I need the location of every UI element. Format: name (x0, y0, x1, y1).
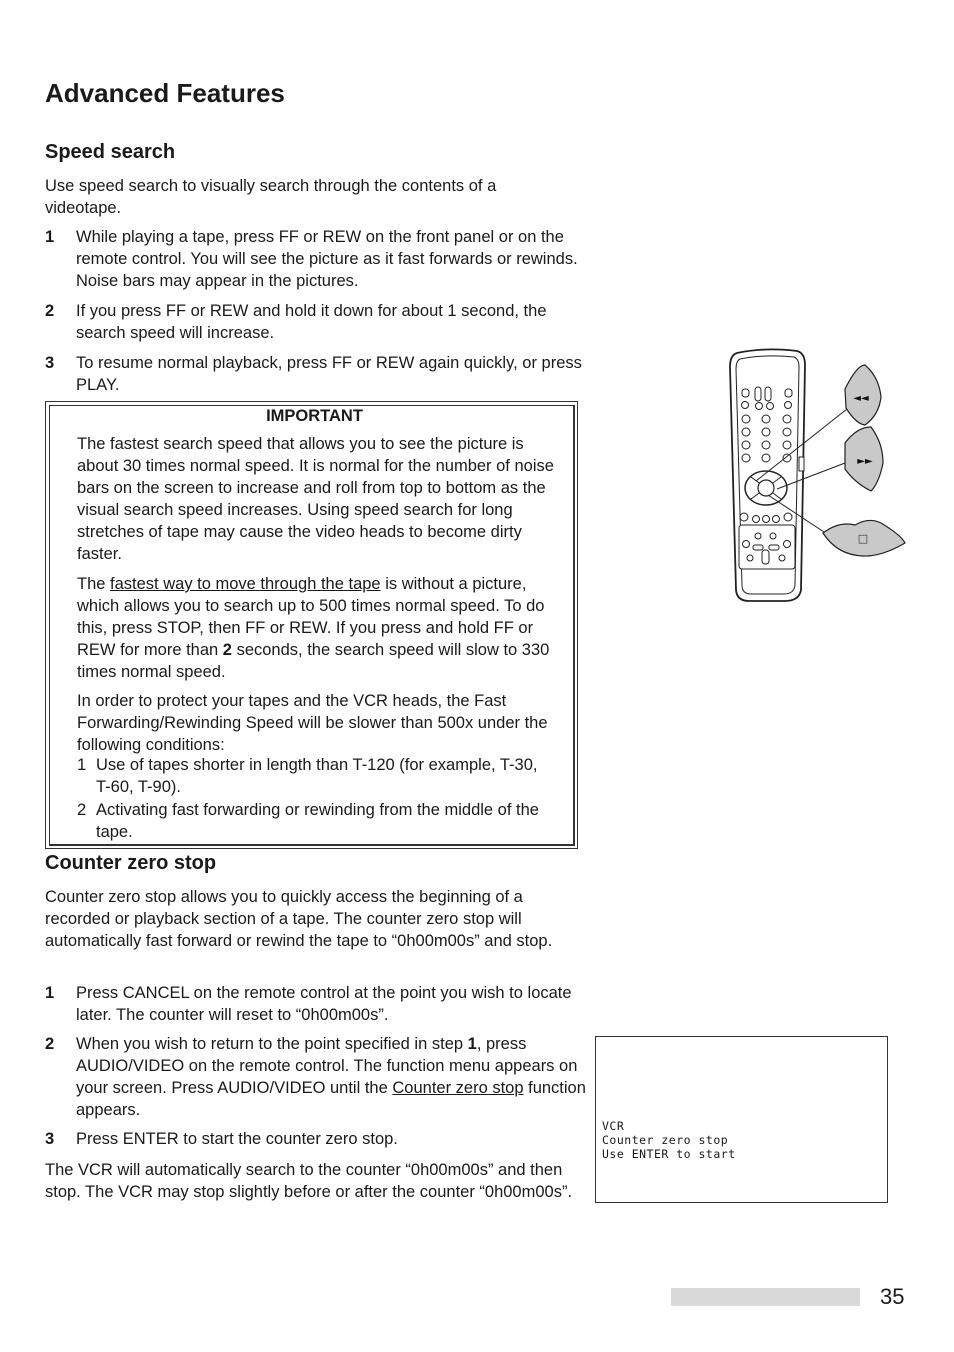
condition-text: Activating fast forwarding or rewinding from the middle of the tape. (96, 801, 539, 841)
fast-forward-callout (845, 427, 883, 491)
section-heading-counter-zero-stop: Counter zero stop (45, 852, 217, 874)
step-text: Press CANCEL on the remote control at the point you wish to locate later. The counter will reset to “0h00m00s”. (76, 984, 572, 1024)
step-text: Press ENTER to start the counter zero stop. (76, 1130, 398, 1148)
important-paragraph-1: The fastest search speed that allows you to see the picture is about 30 times normal speed. It is normal for the number of noise bars on the screen to increase and roll from top to bottom as the visual search speed increases. Using speed search for long stretches of tape may cause the video heads to become dirty faster. (77, 435, 554, 563)
page-number: 35 (880, 1284, 905, 1309)
step-text: While playing a tape, press FF or REW on the front panel or on the remote control. You will see the picture as it fast forwards or rewinds. Noise bars may appear in the pictures. (76, 228, 578, 290)
bold-number: 1 (467, 1035, 477, 1053)
step-text (76, 1033, 586, 1121)
text-span: is without a picture, which allows you to search up to 500 times normal speed. To do this, press STOP, then FF or REW. If you press and hold FF or REW for more than (77, 575, 545, 659)
text-span: , press AUDIO/VIDEO on the remote control. The function menu appears on your screen. Press AUDIO/VIDEO until the (76, 1035, 578, 1097)
rewind-icon: ◄◄ (853, 393, 869, 404)
important-paragraph-3: In order to protect your tapes and the VCR heads, the Fast Forwarding/Rewinding Speed will be slower than 500x under the following conditions: (77, 692, 548, 754)
counter-outro: The VCR will automatically search to the counter “0h00m00s” and then stop. The VCR may stop slightly before or after the counter “0h00m00s”. (45, 1161, 573, 1201)
fast-forward-icon: ►► (857, 456, 873, 467)
step-number: 3 (45, 1130, 55, 1148)
speed-search-intro: Use speed search to visually search through the contents of a videotape. (45, 177, 497, 217)
important-title: IMPORTANT (266, 407, 363, 425)
osd-line-3: Use ENTER to start (602, 1147, 736, 1161)
underlined-phrase: fastest way to move through the tape (110, 575, 381, 593)
section-heading-speed-search: Speed search (45, 141, 176, 163)
bold-number: 2 (222, 641, 232, 659)
on-screen-display (595, 1036, 888, 1203)
condition-number: 1 (77, 756, 87, 774)
underlined-phrase: Counter zero stop (392, 1079, 524, 1097)
remote-control-illustration (715, 345, 915, 607)
step-number: 1 (45, 228, 55, 246)
stop-icon: □ (857, 532, 869, 545)
step-number: 2 (45, 1035, 55, 1053)
step-number: 1 (45, 984, 55, 1002)
page-number-bar (671, 1288, 860, 1306)
text-span: The (77, 575, 111, 593)
step-number: 3 (45, 354, 55, 372)
text-span: function appears. (76, 1079, 586, 1119)
condition-text: Use of tapes shorter in length than T-120 (for example, T-30, T-60, T-90). (96, 756, 538, 796)
step-number: 2 (45, 302, 55, 320)
step-text: If you press FF or REW and hold it down for about 1 second, the search speed will increase. (76, 302, 547, 342)
text-span: seconds, the search speed will slow to 330 times normal speed. (77, 641, 550, 681)
rewind-callout (845, 365, 881, 425)
osd-line-2: Counter zero stop (602, 1133, 729, 1147)
step-text: To resume normal playback, press FF or REW again quickly, or press PLAY. (76, 354, 582, 394)
condition-number: 2 (77, 801, 87, 819)
page-title: Advanced Features (45, 78, 285, 108)
stop-callout (823, 520, 905, 556)
text-span: When you wish to return to the point specified in step (76, 1035, 468, 1053)
counter-intro: Counter zero stop allows you to quickly access the beginning of a recorded or playback section of a tape. The counter zero stop will automatically fast forward or rewind the tape to “0h00m00s” and stop. (45, 888, 553, 950)
osd-line-1: VCR (602, 1119, 625, 1133)
important-paragraph-2 (77, 573, 555, 683)
